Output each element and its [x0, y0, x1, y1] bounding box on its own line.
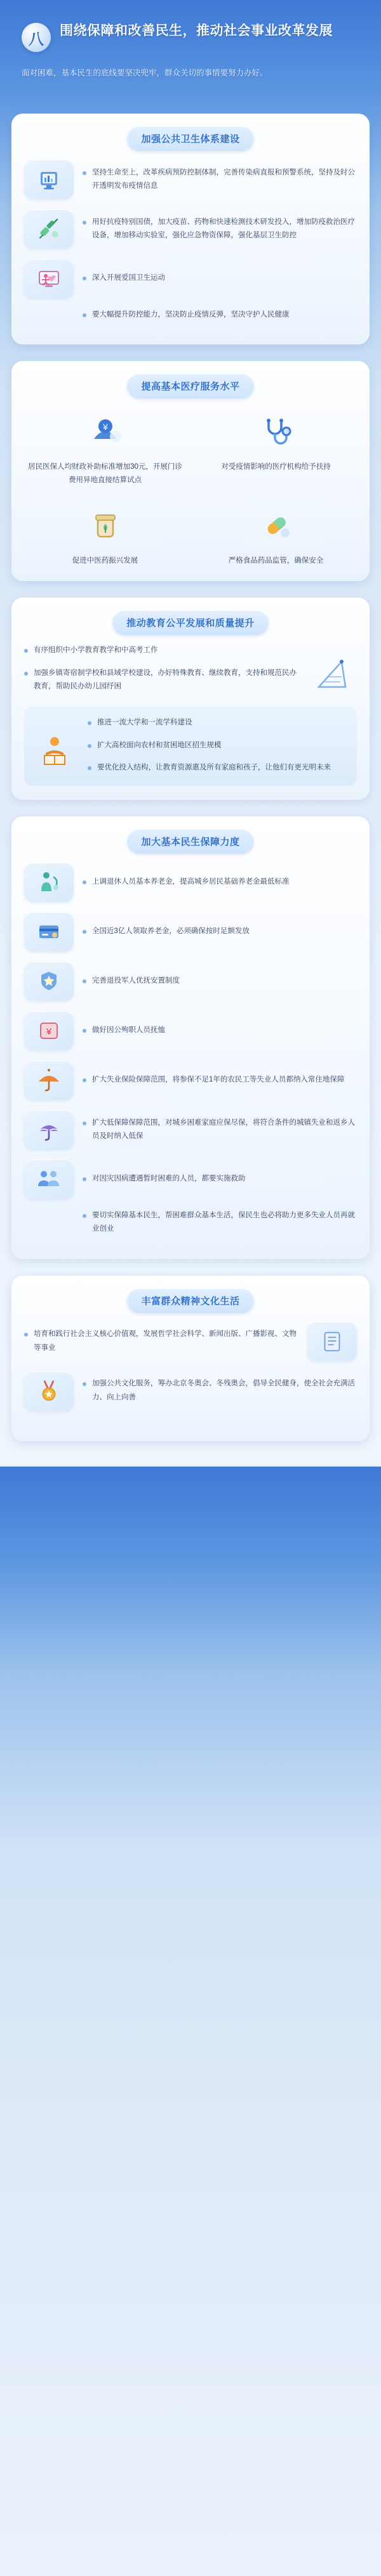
page-title: 围绕保障和改善民生，推动社会事业改革发展 — [60, 23, 333, 38]
bullet — [83, 925, 250, 938]
bullet-dot — [83, 979, 86, 983]
list-item — [24, 962, 357, 1001]
bullet-dot — [83, 930, 86, 934]
list-item — [24, 863, 357, 902]
icon-grid-bottom — [24, 501, 357, 568]
bullet-text: 上调退休人员基本养老金，提高城乡居民基础养老金最低标准 — [92, 878, 290, 886]
bullet — [24, 667, 304, 694]
bullet-dot — [24, 672, 28, 676]
bullet — [88, 716, 347, 729]
capsule-pill-icon — [195, 501, 357, 549]
section-livelihood — [11, 816, 370, 1259]
bullet — [83, 271, 165, 285]
bullet-dot — [83, 221, 86, 225]
fitness-screen-icon — [24, 259, 74, 298]
list-item — [24, 209, 357, 249]
bullet-dot — [83, 1177, 86, 1181]
section-title: 加强公共卫生体系建设 — [127, 126, 253, 151]
bullet-text: 深入开展爱国卫生运动 — [92, 274, 165, 282]
section-body — [11, 644, 370, 786]
bullet — [83, 974, 180, 988]
bullet-text: 扩大低保障保障范围，对城乡困难家庭应保尽保，将符合条件的城镇失业和返乡人员及时纳入低保 — [92, 1118, 355, 1141]
list-item — [24, 1160, 357, 1199]
bullet — [83, 1377, 357, 1404]
bullet-dot — [83, 1029, 86, 1033]
section-body — [11, 1322, 370, 1427]
bullet — [83, 1172, 246, 1186]
section-body — [11, 407, 370, 567]
bullet-text: 要优化投入结构，让教育资源惠及所有家庭和孩子，让他们有更光明未来 — [97, 763, 331, 771]
bullet-dot — [88, 766, 91, 770]
medal-sports-icon — [24, 1371, 74, 1411]
bullet-text: 对因灾因病遭遇暂时困难的人员，都要实施救助 — [92, 1175, 246, 1183]
cell-text: 居民医保人均财政补助标准增加30元，开展门诊费用异地直接结算试点 — [28, 463, 182, 485]
medical-insurance-icon — [24, 407, 186, 455]
bullet-dot — [83, 1121, 86, 1125]
education-bullets-top — [24, 644, 304, 702]
education-bottom-row — [34, 716, 347, 783]
payment-card-icon — [24, 912, 74, 951]
list-item — [24, 501, 186, 568]
list-item — [24, 1011, 357, 1050]
bullet-text: 有序组织中小学教育教学和中高考工作 — [34, 646, 158, 655]
group-care-icon — [24, 1160, 74, 1199]
section-head — [11, 361, 370, 407]
bullet-text: 推进一流大学和一流学科建设 — [97, 719, 192, 727]
section-title: 提高基本医疗服务水平 — [127, 374, 253, 398]
stethoscope-icon — [195, 407, 357, 455]
bullet-dot — [83, 313, 86, 317]
bullet-text: 全国近3亿人领取养老金，必须确保按时足额发放 — [92, 927, 250, 936]
list-item — [24, 407, 186, 487]
section-head — [11, 1276, 370, 1322]
list-item — [24, 1322, 357, 1361]
bullet-text: 扩大失业保险保障范围，将参保不足1年的农民工等失业人员都纳入常住地保障 — [92, 1076, 345, 1084]
list-item — [24, 259, 357, 298]
bullet-text: 扩大高校面向农村和贫困地区招生规模 — [97, 741, 222, 749]
chinese-medicine-jar-icon — [24, 501, 186, 549]
bullet-dot — [83, 1382, 86, 1386]
pension-person-icon — [24, 863, 74, 902]
ruler-compass-icon — [310, 644, 357, 700]
list-item — [24, 1061, 357, 1100]
bullet-text: 加强公共文化服务，筹办北京冬奥会、冬残奥会，倡导全民健身，使全社会充满活力、向上向善 — [92, 1380, 355, 1401]
unemployment-umbrella-icon — [24, 1061, 74, 1100]
section-culture — [11, 1276, 370, 1441]
vaccine-syringe-icon — [24, 209, 74, 249]
icon-grid-top — [24, 407, 357, 487]
cell-text: 促进中医药振兴发展 — [72, 556, 138, 565]
bullet — [83, 308, 357, 322]
bullet-text: 要大幅提升防控能力，坚决防止疫情反弹，坚决守护人民健康 — [92, 311, 290, 319]
relief-money-icon — [24, 1011, 74, 1050]
bullet-dot — [83, 171, 86, 175]
bullet-text: 培育和践行社会主义核心价值观，发展哲学社会科学、新闻出版、广播影视、文物等事业 — [34, 1330, 297, 1352]
bullet-text: 完善退役军人优抚安置制度 — [92, 977, 180, 985]
svg-text:¥: ¥ — [102, 422, 108, 433]
bullet — [83, 875, 290, 889]
reading-person-icon — [34, 716, 81, 775]
bullet-text: 加强乡镇寄宿制学校和县域学校建设，办好特殊教育、继续教育，支持和规范民办教育，帮助民办幼儿园纾困 — [34, 669, 297, 690]
section-body — [11, 160, 370, 322]
bullet-dot — [24, 1333, 28, 1337]
list-item — [24, 912, 357, 951]
bullet — [83, 1073, 344, 1087]
bullet-dot — [88, 721, 91, 725]
bullet — [83, 1024, 165, 1037]
bullet — [83, 216, 357, 243]
book-document-icon — [307, 1322, 357, 1361]
list-item — [24, 1371, 357, 1411]
bullet-text: 做好因公殉职人员抚恤 — [92, 1026, 165, 1035]
section-public-health — [11, 114, 370, 344]
intro-text: 面对困难，基本民生的底线要坚决兜牢，群众关切的事情要努力办好。 — [22, 69, 268, 77]
bullet-dot — [83, 880, 86, 884]
cell-text: 严格食品药品监管，确保安全 — [228, 556, 324, 565]
section-body — [11, 863, 370, 1236]
bullet — [24, 644, 304, 657]
list-item — [195, 501, 357, 568]
section-education — [11, 598, 370, 800]
cell-text: 对受疫情影响的医疗机构给予扶持 — [221, 463, 331, 471]
bullet — [83, 166, 357, 193]
low-income-umbrella-icon — [24, 1110, 74, 1149]
bullet-dot — [83, 1214, 86, 1218]
section-number-badge: 八 — [22, 23, 51, 52]
bullet-text: 用好抗疫特别国债，加大疫苗、药物和快速检测技术研发投入，增加防疫救治医疗设备，增加移动实验室，强化应急物资保障，强化基层卫生防控 — [92, 218, 355, 240]
bullet — [24, 1328, 298, 1355]
health-monitor-icon — [24, 160, 74, 199]
spacer — [24, 1421, 357, 1427]
list-item — [24, 160, 357, 199]
bullet-dot — [24, 649, 28, 653]
bullet — [83, 1116, 357, 1144]
education-top-row — [24, 644, 357, 702]
list-item — [195, 407, 357, 487]
education-bullets-bottom — [88, 716, 347, 783]
title-row — [22, 22, 359, 52]
section-title: 推动教育公平发展和质量提升 — [112, 610, 269, 635]
bullet — [88, 761, 347, 775]
section-medical-service — [11, 361, 370, 581]
list-item — [24, 1110, 357, 1149]
section-title: 丰富群众精神文化生活 — [127, 1288, 253, 1313]
section-title: 加大基本民生保障力度 — [127, 829, 253, 854]
section-head — [11, 598, 370, 644]
svg-text:¥: ¥ — [46, 1026, 52, 1038]
bullet — [83, 1209, 357, 1236]
section-head — [11, 816, 370, 863]
bullet-dot — [88, 744, 91, 748]
education-highlight-panel — [24, 706, 357, 786]
bullet-dot — [83, 277, 86, 280]
page-header — [0, 0, 381, 97]
bullet-text: 要切实保障基本民生，帮困难群众基本生活，保民生也必将助力更多失业人员再就业创业 — [92, 1212, 355, 1233]
bullet — [88, 739, 347, 752]
section-head — [11, 114, 370, 160]
soldier-badge-icon — [24, 962, 74, 1001]
bullet-dot — [83, 1078, 86, 1082]
bullet-text: 坚持生命至上，改革疾病预防控制体制，完善传染病直报和预警系统，坚持及时公开透明发布疫情信息 — [92, 168, 355, 190]
